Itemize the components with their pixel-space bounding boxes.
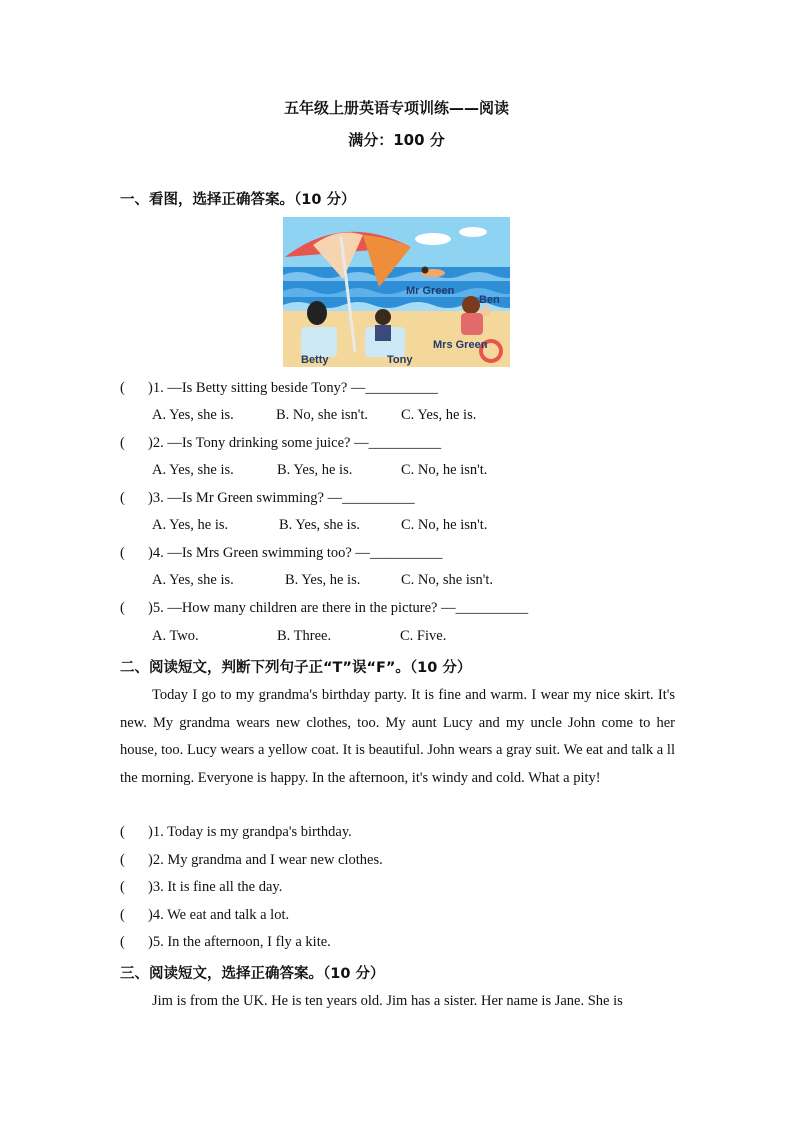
q5-option-c: C. Five.: [400, 628, 447, 644]
q4-option-a: A. Yes, she is.: [152, 572, 234, 588]
part1-heading: 一、看图，选择正确答案。（10 分）: [120, 192, 356, 208]
q4-option-c: C. No, she isn't.: [401, 572, 494, 588]
label-mrs-green: Mrs Green: [433, 339, 488, 351]
question-3: ( )3. —Is Mr Green swimming? —__________: [120, 490, 415, 506]
q3-option-c: C. No, he isn't.: [401, 517, 488, 533]
document-title: 五年级上册英语专项训练——阅读: [283, 99, 509, 117]
statement-5: ( )5. In the afternoon, I fly a kite.: [120, 934, 331, 950]
q1-option-a: A. Yes, she is.: [152, 407, 234, 423]
statement-1: ( )1. Today is my grandpa's birthday.: [120, 824, 352, 840]
label-ben: Ben: [479, 294, 500, 306]
q1-option-c: C. Yes, he is.: [401, 407, 477, 423]
q4-option-b: B. Yes, he is.: [285, 572, 361, 588]
part2-heading: 二、阅读短文，判断下列句子正“T”误“F”。（10 分）: [120, 660, 472, 676]
q2-option-a: A. Yes, she is.: [152, 462, 234, 478]
q3-option-b: B. Yes, she is.: [279, 517, 360, 533]
label-betty: Betty: [301, 354, 329, 366]
q5-option-b: B. Three.: [277, 628, 332, 644]
part3-heading: 三、阅读短文，选择正确答案。（10 分）: [120, 966, 385, 982]
statement-4: ( )4. We eat and talk a lot.: [120, 907, 290, 923]
q3-option-a: A. Yes, he is.: [152, 517, 229, 533]
part2-passage: Today I go to my grandma's birthday party. It is fine and warm. I wear my nice skirt. It's new. My grandma wears new clothes, too. My aunt Lucy and my uncle John come to her house, too. Lucy wears a yellow coat. It is beautiful. John wears a gray suit. We eat and talk a ll the morning. Everyone is happy. In the afternoon, it's windy and cold. What a pity!: [120, 687, 675, 786]
q5-option-a: A. Two.: [152, 628, 199, 644]
part3-passage: Jim is from the UK. He is ten years old. Jim has a sister. Her name is Jane. She is: [152, 993, 623, 1009]
beach-picture: [283, 217, 510, 367]
statement-3: ( )3. It is fine all the day.: [120, 879, 283, 895]
question-4: ( )4. —Is Mrs Green swimming too? —__________: [120, 545, 443, 561]
beach-illustration: [283, 217, 510, 367]
question-2: ( )2. —Is Tony drinking some juice? —__________: [120, 435, 442, 451]
label-tony: Tony: [387, 354, 413, 366]
q2-option-b: B. Yes, he is.: [277, 462, 353, 478]
q1-option-b: B. No, she isn't.: [276, 407, 369, 423]
question-5: ( )5. —How many children are there in the picture? —__________: [120, 600, 529, 616]
statement-2: ( )2. My grandma and I wear new clothes.: [120, 852, 383, 868]
question-1: ( )1. —Is Betty sitting beside Tony? —__________: [120, 380, 438, 396]
label-mr-green: Mr Green: [406, 285, 455, 297]
q2-option-c: C. No, he isn't.: [401, 462, 488, 478]
full-score: 满分：100 分: [348, 131, 445, 149]
